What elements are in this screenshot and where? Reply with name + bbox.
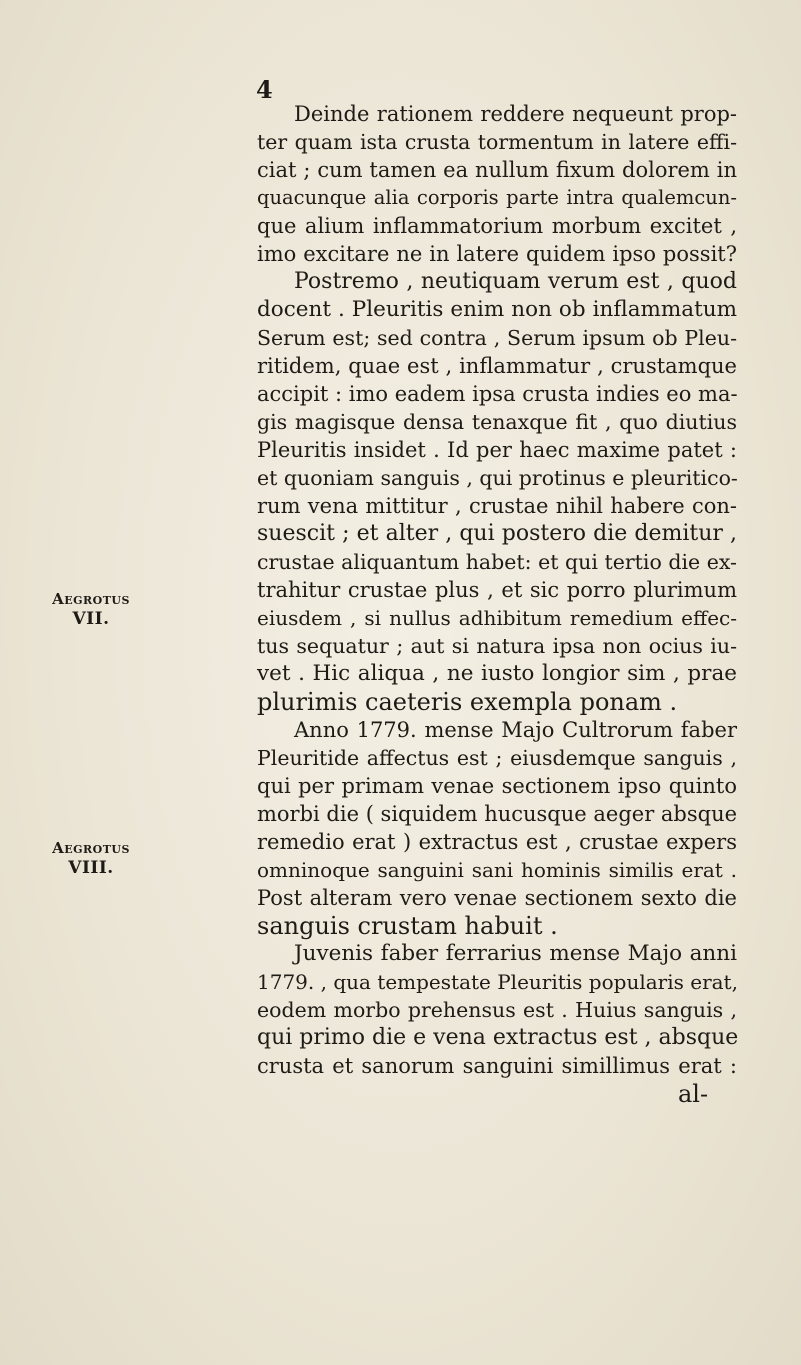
- text-line: remedio erat ) extractus est , crustae expers: [257, 830, 737, 854]
- text-line: Pleuritide affectus est ; eiusdemque sanguis ,: [257, 746, 737, 770]
- margin-note-label: Aegrotus: [52, 590, 130, 608]
- text-line: ter quam ista crusta tormentum in latere effi-: [257, 130, 737, 154]
- text-line: plurimis caeteris exempla ponam .: [257, 688, 678, 716]
- margin-note-aegrotus-vii: [36, 589, 146, 629]
- text-line: Postremo , neutiquam verum est , quod: [294, 269, 737, 294]
- margin-note-aegrotus-viii: [36, 838, 146, 878]
- text-line: ciat ; cum tamen ea nullum fixum dolorem in: [257, 158, 737, 182]
- text-line: ritidem, quae est , inflammatur , crustamque: [257, 354, 737, 378]
- text-line: tus sequatur ; aut si natura ipsa non ocius iu-: [257, 634, 737, 658]
- text-line: sanguis crustam habuit .: [257, 912, 558, 940]
- text-line: Pleuritis insidet . Id per haec maxime patet :: [257, 438, 737, 462]
- text-line: Post alteram vero venae sectionem sexto die: [257, 886, 737, 910]
- margin-note-number: VII.: [72, 609, 110, 629]
- text-line: et quoniam sanguis , qui protinus e pleuritico-: [257, 466, 738, 490]
- margin-note-number: VIII.: [68, 858, 114, 878]
- text-line: qui per primam venae sectionem ipso quinto: [257, 774, 737, 798]
- text-line: suescit ; et alter , qui postero die demitur ,: [257, 521, 737, 546]
- page-number: 4: [256, 75, 273, 104]
- margin-note-label: Aegrotus: [52, 839, 130, 857]
- text-line: Deinde rationem reddere nequeunt prop-: [294, 102, 737, 126]
- text-line: omninoque sanguini sani hominis similis erat .: [257, 858, 737, 882]
- text-line: trahitur crustae plus , et sic porro plurimum: [257, 578, 737, 602]
- text-line: quacunque alia corporis parte intra qualemcun-: [257, 186, 737, 209]
- text-line: eiusdem , si nullus adhibitum remedium effec-: [257, 606, 737, 630]
- text-line: crustae aliquantum habet: et qui tertio die ex-: [257, 550, 737, 574]
- text-line: eodem morbo prehensus est . Huius sanguis ,: [257, 998, 737, 1022]
- text-line: gis magisque densa tenaxque fit , quo diutius: [257, 410, 737, 434]
- text-line: morbi die ( siquidem hucusque aeger absque: [257, 802, 738, 826]
- text-line: que alium inflammatorium morbum excitet ,: [257, 214, 737, 238]
- text-line: rum vena mittitur , crustae nihil habere con-: [257, 494, 737, 518]
- text-line: crusta et sanorum sanguini simillimus erat :: [257, 1054, 737, 1078]
- text-line: qui primo die e vena extractus est , absque: [257, 1025, 739, 1050]
- text-line: vet . Hic aliqua , ne iusto longior sim , prae: [257, 661, 737, 686]
- text-line: Juvenis faber ferrarius mense Majo anni: [294, 941, 737, 966]
- text-line: 1779. , qua tempestate Pleuritis popularis erat,: [257, 970, 738, 994]
- text-line: accipit : imo eadem ipsa crusta indies eo ma-: [257, 382, 738, 406]
- text-line: Anno 1779. mense Majo Cultrorum faber: [294, 718, 737, 742]
- text-line: Serum est; sed contra , Serum ipsum ob Pleu-: [257, 326, 737, 350]
- text-line: imo excitare ne in latere quidem ipso possit?: [257, 242, 737, 266]
- text-line: docent . Pleuritis enim non ob inflammatum: [257, 297, 737, 322]
- catchword: al-: [678, 1080, 709, 1108]
